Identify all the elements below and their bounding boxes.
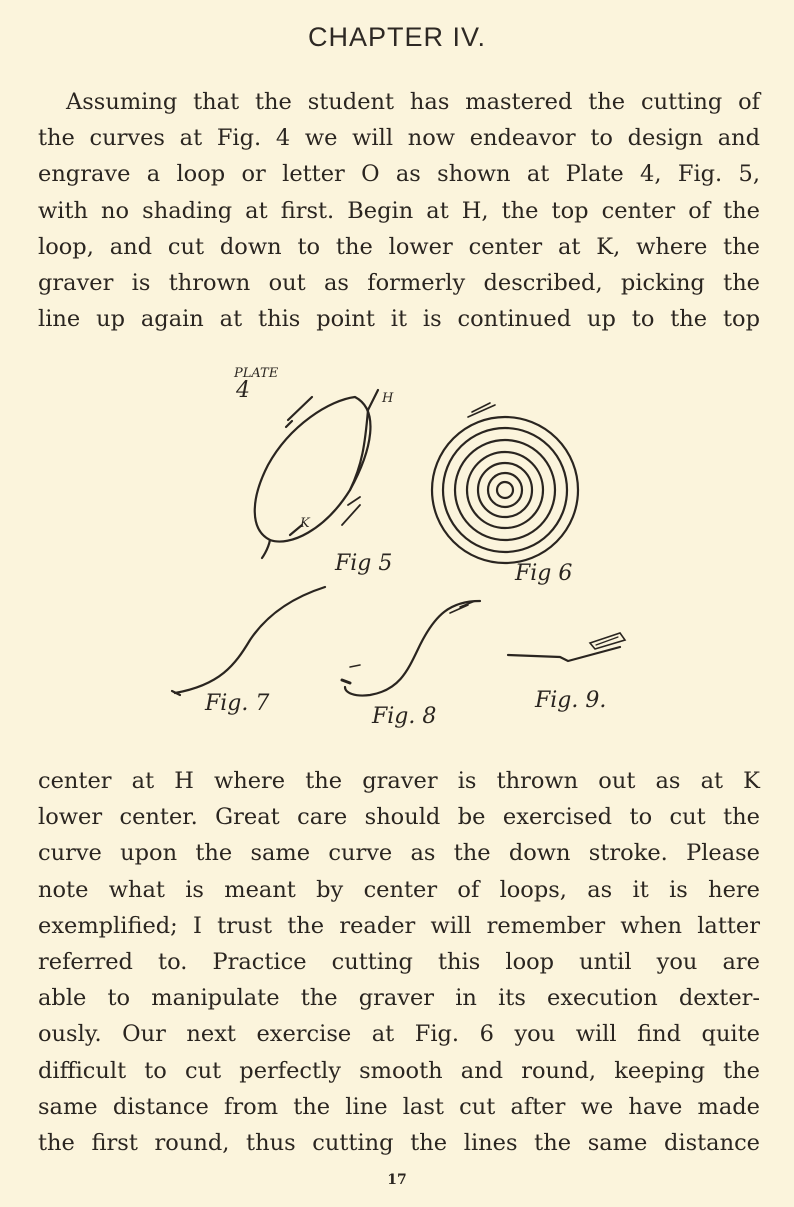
fig6-circles-drawing	[432, 403, 578, 563]
chapter-heading: CHAPTER IV.	[307, 22, 487, 52]
paragraph-2-line: difficult to cut perfectly smooth and round, keeping the	[38, 1057, 760, 1084]
paragraph-2-line: able to manipulate the graver in its execution dexter-	[38, 985, 760, 1012]
fig7-curve-drawing	[172, 587, 325, 695]
paragraph-2	[38, 763, 760, 1161]
page-number: 17	[387, 1172, 407, 1188]
fig6-label: Fig 6	[515, 561, 573, 586]
point-k-label: K	[300, 516, 310, 531]
paragraph-1-line: loop, and cut down to the lower center at K, where the	[38, 233, 760, 260]
paragraph-1-line: engrave a loop or letter O as shown at Plate 4, Fig. 5,	[38, 161, 760, 188]
paragraph-2-line: curve upon the same curve as the down stroke. Please	[38, 840, 760, 867]
paragraph-2-line: exemplified; I trust the reader will remember when latter	[38, 912, 760, 939]
fig7-label: Fig. 7	[205, 691, 270, 716]
paragraph-2-line: center at H where the graver is thrown out as at K	[38, 768, 760, 794]
paragraph-2-line: lower center. Great care should be exercised to cut the	[38, 804, 760, 831]
paragraph-1-line: the curves at Fig. 4 we will now endeavor to design and	[38, 125, 760, 152]
paragraph-2-line: note what is meant by center of loops, as it is here	[38, 876, 760, 903]
plate-illustration	[150, 355, 650, 755]
paragraph-2-line: same distance from the line last cut after we have made	[38, 1093, 760, 1120]
paragraph-1-line: with no shading at first. Begin at H, the top center of the	[38, 197, 760, 224]
paragraph-2-line: the first round, thus cutting the lines the same distance	[38, 1130, 760, 1157]
engraving-plate-figures	[150, 355, 650, 755]
plate-label: PLATE	[234, 366, 279, 381]
paragraph-1-line: Assuming that the student has mastered the cutting of	[66, 89, 760, 115]
fig8-curve-drawing	[342, 601, 480, 696]
fig5-loop-drawing	[255, 390, 378, 558]
paragraph-1-line: line up again at this point it is continued up to the top	[38, 306, 760, 333]
fig9-label: Fig. 9.	[535, 688, 607, 713]
plate-number: 4	[236, 378, 250, 403]
paragraph-2-line: referred to. Practice cutting this loop until you are	[38, 949, 760, 976]
fig9-line-drawing	[508, 633, 625, 661]
point-h-label: H	[382, 391, 394, 406]
paragraph-1	[38, 84, 760, 337]
paragraph-1-line: graver is thrown out as formerly described, picking the	[38, 270, 760, 297]
paragraph-2-line: ously. Our next exercise at Fig. 6 you will find quite	[38, 1021, 760, 1048]
fig8-label: Fig. 8	[372, 704, 437, 729]
fig5-label: Fig 5	[335, 551, 393, 576]
